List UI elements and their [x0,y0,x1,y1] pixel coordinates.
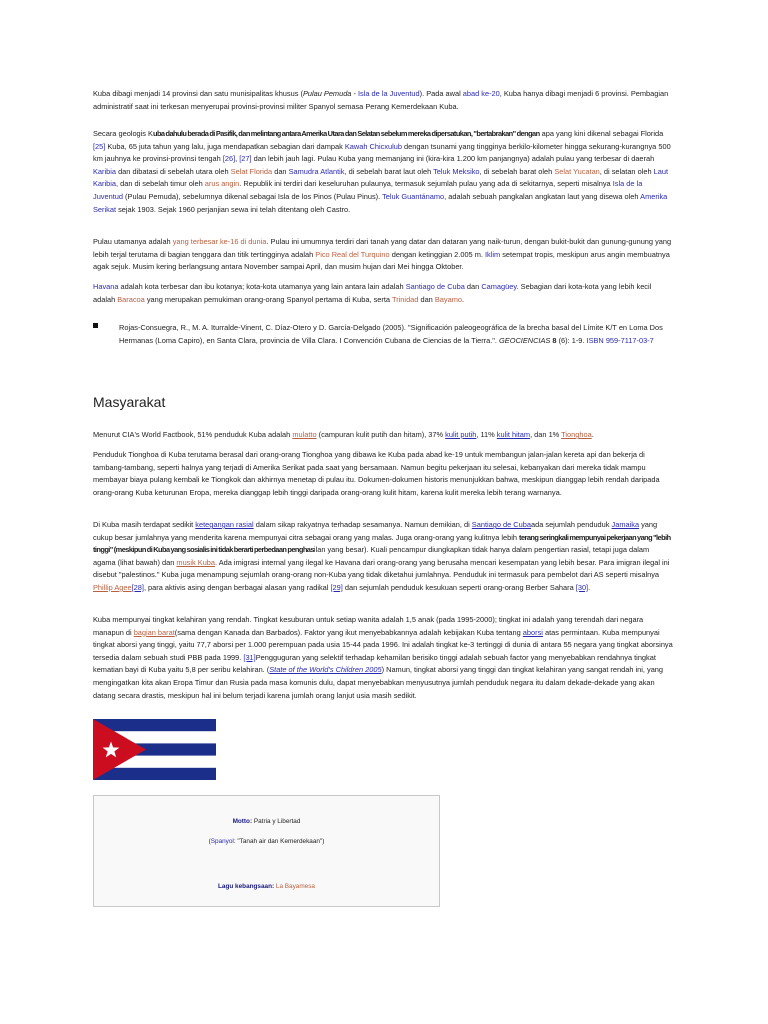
link-kulit-hitam[interactable]: kulit hitam [496,430,531,439]
link-terbesar-ke-16[interactable]: yang terbesar ke-16 di dunia [172,237,267,246]
link-ketegangan-rasial[interactable]: ketegangan rasial [195,520,254,529]
section-heading-masyarakat: Masyarakat [93,394,166,410]
paragraph-race-relations: Di Kuba masih terdapat sedikit ketegangan rasial dalam sikap rakyatnya terhadap sesamanya. Namun demikian, di Santiago de Cubaada sejumlah penduduk Jamaika yang cukup besar jumlahnya yang menderita karena mempunyai citra sebagai orang yang malas. Juga orang-orang yang kulitnya lebih terang seringkali mempunyai pekerjaan yang "lebih tinggi" (meskipun di Kuba yang sosialis ini tidak berarti perbedaan penghasilan yang besar). Kuali pencampur diungkapkan tidak hanya dalam pengertian rasial, tetapi juga dalam agama (lihat bawah) dan musik Kuba. Ada imigrasi internal yang ilegal ke Havana dari orang-orang yang berusaha mencari kesempatan yang lebih besar. Para imigran ilegal ini disebut "palestinos." Kuba juga menampung sejumlah orang-orang non-Kuba yang tidak diketahui jumlahnya. Penduduk ini termasuk para pembelot dari AS seperti misalnya Phillip Agee[28], para aktivis asing dengan berbagai alasan yang radikal [29] dan sejumlah penduduk kesukuan seperti orang-orang Berber Sahara [30]. [93,520,671,592]
link-selat-florida[interactable]: Selat Florida [230,166,273,176]
link-state-of-worlds-children[interactable]: State of the World's Children 2005 [269,665,382,675]
ref-30[interactable]: [30] [575,582,589,592]
link-chicxulub[interactable]: Kawah Chicxulub [344,141,402,151]
link-isla-juventud[interactable]: Isla de la Juventud [358,89,420,98]
infobox-anthem: Lagu kebangsaan: La Bayamesa [218,883,315,890]
link-amerika-serikat[interactable]: Amerika Serikat [93,191,668,214]
link-camaguey[interactable]: Camagüey [481,282,517,291]
link-la-bayamesa[interactable]: La Bayamesa [274,883,315,890]
link-havana[interactable]: Havana [93,282,119,291]
link-bayamo[interactable]: Bayamo [434,294,462,304]
paragraph-provinces: Kuba dibagi menjadi 14 provinsi dan satu munisipalitas khusus (Pulau Pemuda - Isla de la Juventud). Pada awal abad ke-20, Kuba hanya dibagi menjadi 6 provinsi. Pembagian administratif saat ini terkesan menyerupai provinsi-provinsi militer Spanyol semasa Perang Kemerdekaan Kuba. [93,89,669,111]
link-bagian-barat[interactable]: bagian barat [133,627,175,637]
link-phillip-agee[interactable]: Phillip Agee [93,582,132,592]
infobox-motto: Motto: Patria y Libertad [232,818,301,825]
link-trinidad[interactable]: Trinidad [391,294,419,304]
link-tionghoa[interactable]: Tionghoa [561,430,592,439]
link-laut-karibia[interactable]: Laut Karibia [93,166,669,189]
link-santiago-de-cuba[interactable]: Santiago de Cuba [405,282,465,291]
ref-28[interactable]: [28] [131,582,144,592]
link-isla-de-la-juventud[interactable]: Isla de la Juventud [93,179,643,201]
link-pico-turquino[interactable]: Pico Real del Turquino [315,249,390,259]
infobox [93,795,440,907]
link-spanyol[interactable]: Spanyol [210,838,234,845]
link-musik-kuba[interactable]: musik Kuba [176,557,216,567]
paragraph-cities: Havana adalah kota terbesar dan ibu kotanya; kota-kota utamanya yang lain antara lain adalah Santiago de Cuba dan Camagüey. Sebagian dari kota-kota yang lebih kecil adalah Baracoa yang merupakan pemukiman orang-orang Spanyol pertama di Kuba, serta Trinidad dan Bayamo. [93,282,652,304]
ref-27[interactable]: [27] [239,154,252,164]
link-abad-ke-20[interactable]: abad ke-20 [462,89,500,98]
link-mulatto[interactable]: mulatto [292,430,317,439]
link-kulit-putih[interactable]: kulit putih [445,430,477,439]
paragraph-geology: Secara geologis Kuba dahulu berada di Pasifik, dan melintang antara Amerika Utara dan Selatan sebelum mereka dipersatukan, "bertabrakan" dengan apa yang kini dikenal sebagai Florida [25] Kuba, 65 juta tahun yang lalu, juga mendapatkan sebagian dari dampak Kawah Chicxulub dengan tsunami yang tingginya berkilo-kilometer hingga sekurang-kurangnya 500 km jauhnya ke provinsi-provinsi tengah [26], [27] dan lebih jauh lagi. Pulau Kuba yang memanjang ini (kira-kira 1.200 km panjangnya) adalah pulau yang terbesar di daerah Karibia dan dibatasi di sebelah utara oleh Selat Florida dan Samudra Atlantik, di sebelah barat laut oleh Teluk Meksiko, di sebelah barat oleh Selat Yucatan, di selatan oleh Laut Karibia, dan di sebelah timur oleh arus angin. Republik ini terdiri dari keseluruhan pulaunya, termasuk sejumlah pulau yang ada di sekitarnya, seperti misalnya Isla de la Juventud (Pulau Pemuda), sebelumnya dikenal sebagai Isla de los Pinos (Pulau Pinus). Teluk Guantánamo, adalah sebuah pangkalan angkatan laut yang disewa oleh Amerika Serikat sejak 1903. Sejak 1960 perjanjian sewa ini telah ditentang oleh Castro. [93,129,671,214]
link-isbn[interactable]: ISBN 959-7117-03-7 [586,335,654,345]
paragraph-geography: Pulau utamanya adalah yang terbesar ke-16 di dunia. Pulau ini umumnya terdiri dari tanah yang datar dan dataran yang naik-turun, dengan bukit-bukit dan gunung-gunung yang lebih terjal terutama di bagian tenggara dan titik tertingginya adalah Pico Real del Turquino dengan ketinggian 2.005 m. Iklim setempat tropis, meskipun arus angin membuatnya agak sejuk. Musim kering berlangsung antara November sampai April, dan musim hujan dari Mei hingga Oktober. [93,237,672,272]
link-teluk-guantanamo[interactable]: Teluk Guantánamo [382,191,445,201]
link-santiago[interactable]: Santiago de Cuba [471,520,531,529]
link-aborsi[interactable]: aborsi [522,627,543,637]
ref-29[interactable]: [29] [330,582,343,592]
ref-25[interactable]: [25] [93,141,106,151]
link-karibia[interactable]: Karibia [93,166,117,176]
paragraph-birth-rate: Kuba mempunyai tingkat kelahiran yang rendah. Tingkat kesuburan untuk setiap wanita adalah 1,5 anak (pada 1995-2000); tingkat ini adalah yang terendah dari negara manapun di bagian barat(sama dengan Kanada dan Barbados). Faktor yang ikut menyebabkannya adalah kebijakan Kuba tentang aborsi atas permintaan. Kuba mempunyai tingkat aborsi yang tinggi, yaitu 77,7 aborsi per 1.000 perempuan pada usia 15-44 pada 1996. Ini adalah tingkat ke-3 tertinggi di dunia di antara 55 negara yang tingkat aborsinya tersedia dalam sebuah studi PBB pada 1999. [31]Pengguguran yang selektif terhadap kehamilan berisiko tinggi adalah sebuah factor yang menyebabkan rendahnya tingkat kematian bayi di Kuba yaitu 5,8 per seribu kelahiran. (State of the World's Children 2005) Namun, tingkat aborsi yang tinggi dan tingkat kelahiran yang sangat rendah ini, yang mengingatkan kita akan Eropa Timur dan Rusia pada masa komunis dulu, dapat menyebabkan menyusutnya jumlah penduduk negara itu dalam dekade-dekade yang akan datang secara drastis, meskipun hal ini belum terjadi karena jumlah orang lanjut usia masih sedikit. [93,615,673,700]
link-jamaika[interactable]: Jamaika [611,520,640,529]
ref-31[interactable]: [31] [243,652,256,662]
garbled-bold-text: uba dahulu berada di Pasifik, dan melintang antara Amerika Utara dan Selatan sebelum mereka dipersatukan, "bertabrakan" dengan [152,129,540,138]
link-selat-yucatan[interactable]: Selat Yucatan [554,166,600,176]
link-iklim[interactable]: Iklim [484,249,501,259]
paragraph-ethnicity: Menurut CIA's World Factbook, 51% penduduk Kuba adalah mulatto (campuran kulit putih dan hitam), 37% kulit putih, 11% kulit hitam, dan 1% Tionghoa. [93,430,594,439]
link-baracoa[interactable]: Baracoa [117,294,145,304]
garbled-bold-text: terang seringkali mempunyai pekerjaan yang "lebih tinggi" (meskipun di Kuba yang sosialis ini tidak berarti perbedaan penghas [93,532,671,555]
link-samudra-atlantik[interactable]: Samudra Atlantik [288,166,345,176]
infobox-motto-translation: (Spanyol: "Tanah air dan Kemerdekaan") [208,838,325,845]
link-teluk-meksiko[interactable]: Teluk Meksiko [433,166,480,176]
link-arus-angin[interactable]: arus angin [204,179,240,189]
cuba-flag-image [93,719,216,780]
paragraph-chinese-cubans: Penduduk Tionghoa di Kuba terutama berasal dari orang-orang Tionghoa yang dibawa ke Kuba pada abad ke-19 untuk membangun jalan-jalan kereta api dan bekerja di tambang-tambang, seperti halnya yang terjadi di Amerika Serikat pada saat yang bersamaan. Namun begitu pekerjaan itu selesai, kebanyakan dari mereka tidak mampu membayar biaya pulang kembali ke Tiongkok dan akhirnya menetap di pulau itu. Dokumen-dokumen historis menunjukkan bahwa, meskipun dianggap lebih rendah daripada orang-orang Kuba keturunan Eropa, mereka dianggap lebih tinggi daripada orang-orang kulit hitam, karena kulit mereka lebih terang warnanya. [93,450,660,497]
reference-text: Rojas-Consuegra, R., M. A. Iturralde-Vinent, C. Díaz-Otero y D. García-Delgado (2005). "Significación paleogeográfica de la brecha basal del Límite K/T en Loma Dos Hermanas (Loma Capiro), en Santa Clara, provincia de Villa Clara. I Convención Cubana de Ciencias de la Tierra.". GEOCIENCIAS 8 (6): 1-9. ISBN 959-7117-03-7 [119,323,663,345]
ref-26[interactable]: [26] [222,154,236,164]
bullet-icon [93,323,98,328]
